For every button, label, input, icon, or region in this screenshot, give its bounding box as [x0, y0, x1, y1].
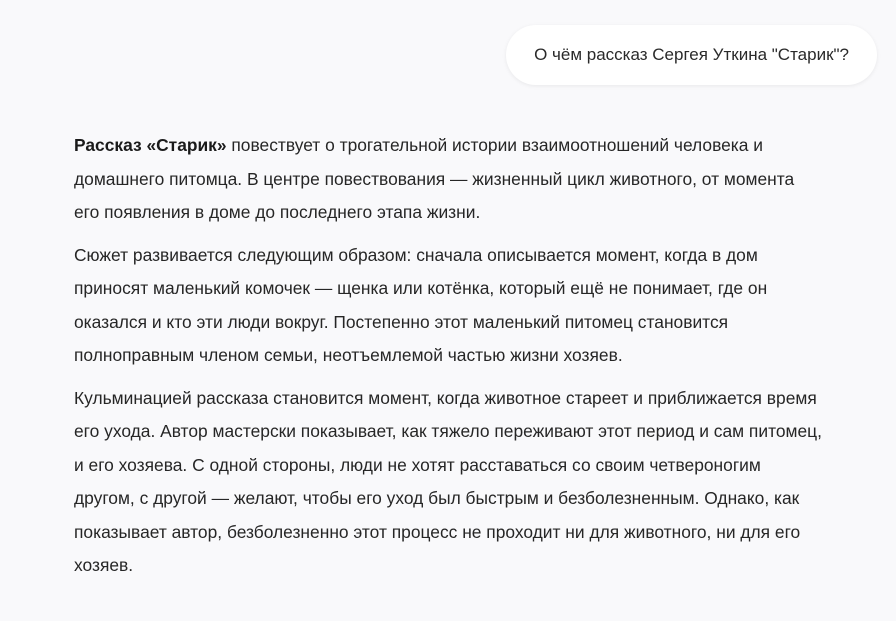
user-message-text: О чём рассказ Сергея Уткина "Старик"? — [534, 45, 849, 64]
user-message-bubble — [506, 25, 877, 85]
response-paragraph-1 — [74, 129, 824, 230]
response-bold-title: Рассказ «Старик» — [74, 135, 227, 155]
response-paragraph-1-text: повествует о трогательной истории взаимоотношений человека и домашнего питомца. В центре повествования — жизненный цикл животного, от момента его появления в доме до последнего этапа жизни. — [74, 135, 795, 222]
response-paragraph-3: Кульминацией рассказа становится момент, когда животное стареет и приближается время его ухода. Автор мастерски показывает, как тяжело переживают этот период и сам питомец, и его хозяева. С одной стороны, люди не хотят расставаться со своим четвероногим другом, с другой — желают, чтобы его уход был быстрым и безболезненным. Однако, как показывает автор, безболезненно этот процесс не проходит ни для животного, ни для его хозяев. — [74, 387, 822, 575]
assistant-response — [74, 129, 824, 592]
response-paragraph-2: Сюжет развивается следующим образом: сначала описывается момент, когда в дом приносят маленький комочек — щенка или котёнка, который ещё не понимает, где он оказался и кто эти люди вокруг. Постепенно этот маленький питомец становится полноправным членом семьи, неотъемлемой частью жизни хозяев. — [74, 244, 768, 365]
